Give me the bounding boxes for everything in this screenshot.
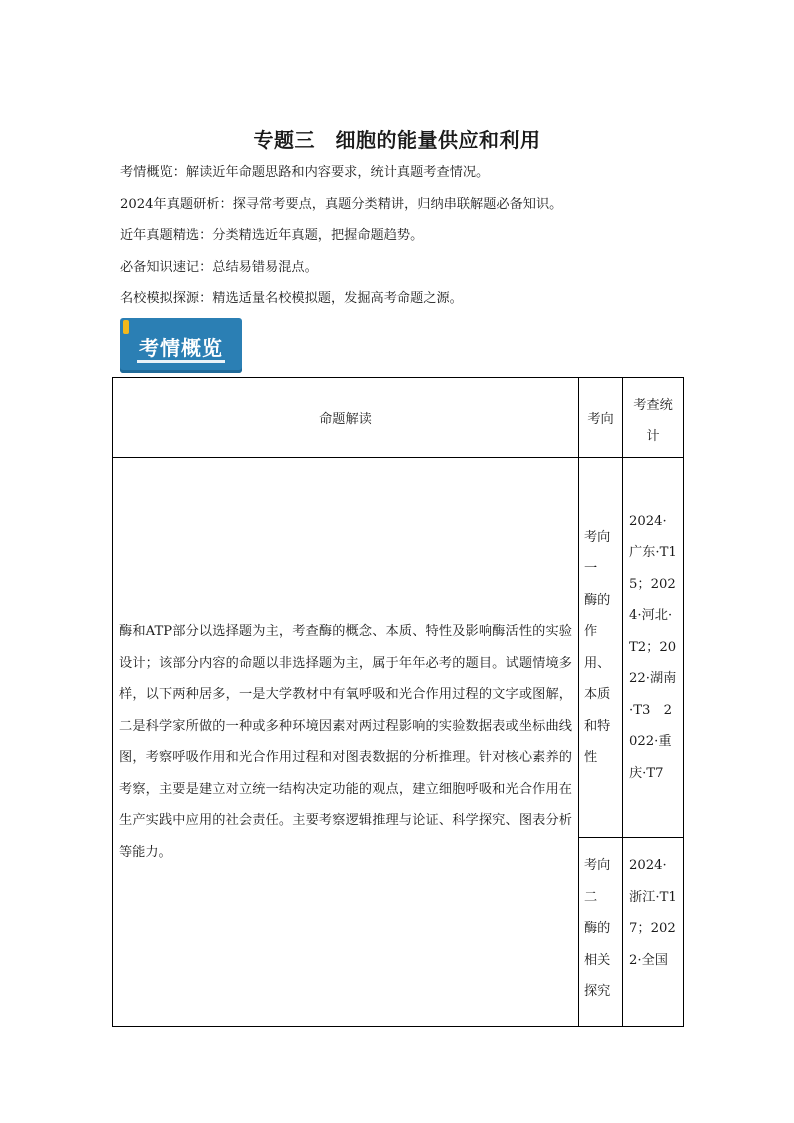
intro-line-mock: 名校模拟探源：精选适量名校模拟题，发掘高考命题之源。 xyxy=(120,291,463,306)
intro-line-memory: 必备知识速记：总结易错易混点。 xyxy=(120,259,318,275)
header-statistics: 考查统计 xyxy=(623,378,684,458)
intro-line-selection: 近年真题精选：分类精选近年真题，把握命题趋势。 xyxy=(120,228,424,243)
statistics-cell-1: 2024·广东·T15；2024·河北·T2；2022·湖南·T3 2022·重庆·T7 xyxy=(623,458,684,838)
exam-overview-table xyxy=(112,377,684,1027)
section-badge-label: 考情概览 xyxy=(139,336,223,360)
header-interpretation: 命题解读 xyxy=(113,378,579,458)
section-badge xyxy=(120,318,242,373)
direction-cell-2: 考向二 酶的相关探究 xyxy=(579,838,623,1027)
header-direction: 考向 xyxy=(579,378,623,458)
statistics-cell-2: 2024·浙江·T17；2022·全国 xyxy=(623,838,684,1027)
table-row xyxy=(113,458,684,838)
table-header-row xyxy=(113,378,684,458)
intro-line-overview: 考情概览：解读近年命题思路和内容要求，统计真题考查情况。 xyxy=(120,165,490,180)
direction-cell-1: 考向一 酶的作用、本质和特性 xyxy=(579,458,623,838)
intro-list xyxy=(120,157,700,315)
badge-underline xyxy=(137,360,225,363)
intro-line-analysis: 2024年真题研析：探寻常考要点，真题分类精讲，归纳串联解题必备知识。 xyxy=(120,196,563,212)
page-title: 专题三 细胞的能量供应和利用 xyxy=(253,128,541,152)
interpretation-text: 酶和ATP部分以选择题为主，考查酶的概念、本质、特性及影响酶活性的实验设计；该部分内容的命题以非选择题为主，属于年年必考的题目。试题情境多样，以下两种居多，一是大学教材中有氧呼吸和光合作用过程的文字或图解，二是科学家所做的一种或多种环境因素对两过程影响的实验数据表或坐标曲线图，考察呼吸作用和光合作用过程和对图表数据的分析推理。针对核心素养的考察，主要是建立对立统一结构决定功能的观点，建立细胞呼吸和光合作用在生产实践中应用的社会责任。主要考察逻辑推理与论证、科学探究、图表分析等能力。 xyxy=(113,458,579,1027)
